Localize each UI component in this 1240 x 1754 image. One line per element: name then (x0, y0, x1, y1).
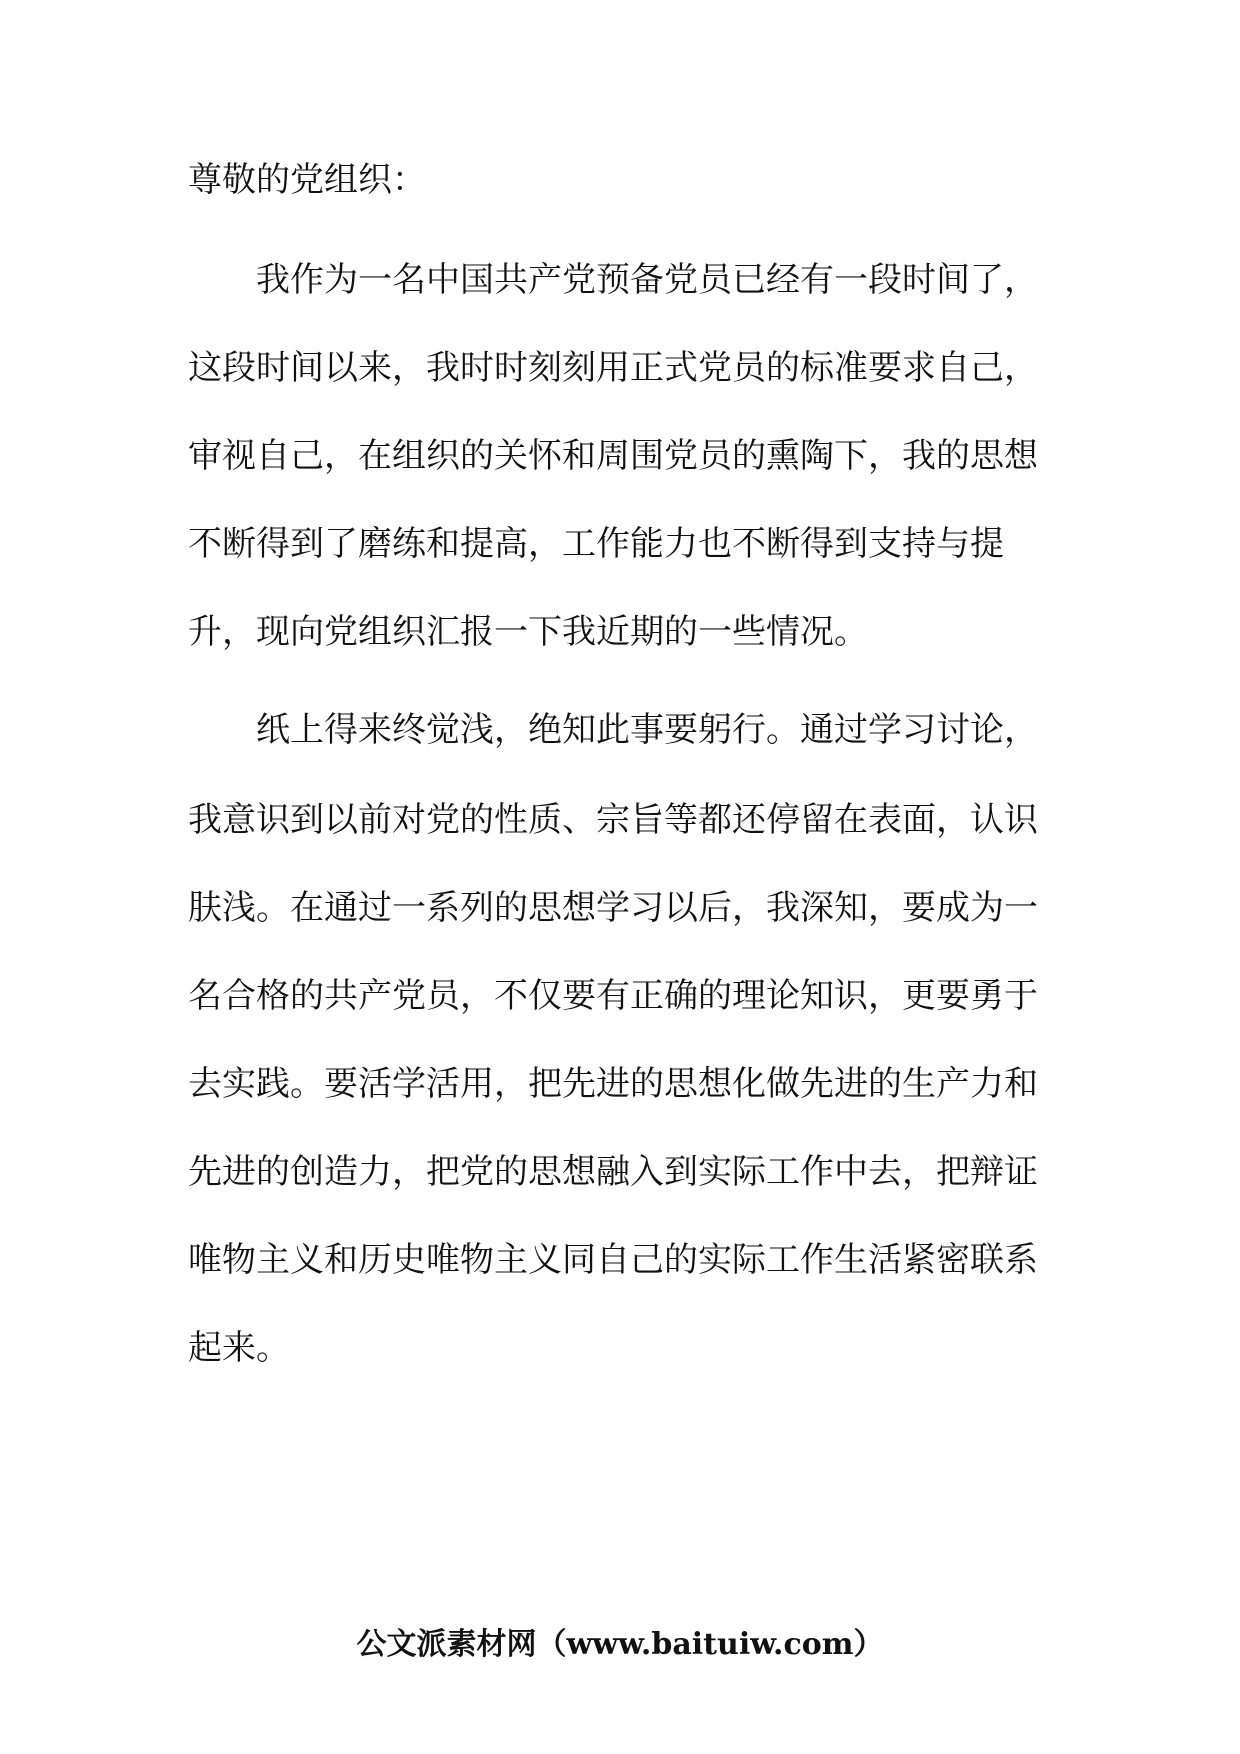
paragraph-line: 我作为一名中国共产党预备党员已经有一段时间了， (256, 260, 1038, 300)
salutation: 尊敬的党组织： (188, 160, 426, 200)
paragraph-line: 审视自己，在组织的关怀和周围党员的熏陶下，我的思想 (188, 436, 1038, 476)
paragraph-line: 名合格的共产党员，不仅要有正确的理论知识，更要勇于 (188, 976, 1038, 1016)
paragraph-line: 起来。 (188, 1328, 290, 1368)
paragraph-line: 唯物主义和历史唯物主义同自己的实际工作生活紧密联系 (188, 1240, 1038, 1280)
paragraph-line: 这段时间以来，我时时刻刻用正式党员的标准要求自己， (188, 348, 1038, 388)
paragraph-line: 纸上得来终觉浅，绝知此事要躬行。通过学习讨论， (256, 710, 1038, 750)
paragraph-line: 我意识到以前对党的性质、宗旨等都还停留在表面，认识 (188, 800, 1038, 840)
paragraph-line: 肤浅。在通过一系列的思想学习以后，我深知，要成为一 (188, 888, 1038, 928)
paragraph-line: 去实践。要活学活用，把先进的思想化做先进的生产力和 (188, 1064, 1038, 1104)
footer-watermark: 公文派素材网（www.baituiw.com） (356, 1627, 884, 1662)
paragraph-line: 升，现向党组织汇报一下我近期的一些情况。 (188, 612, 868, 652)
paragraph-line: 先进的创造力，把党的思想融入到实际工作中去，把辩证 (188, 1152, 1038, 1192)
paragraph-line: 不断得到了磨练和提高，工作能力也不断得到支持与提 (188, 524, 1004, 564)
